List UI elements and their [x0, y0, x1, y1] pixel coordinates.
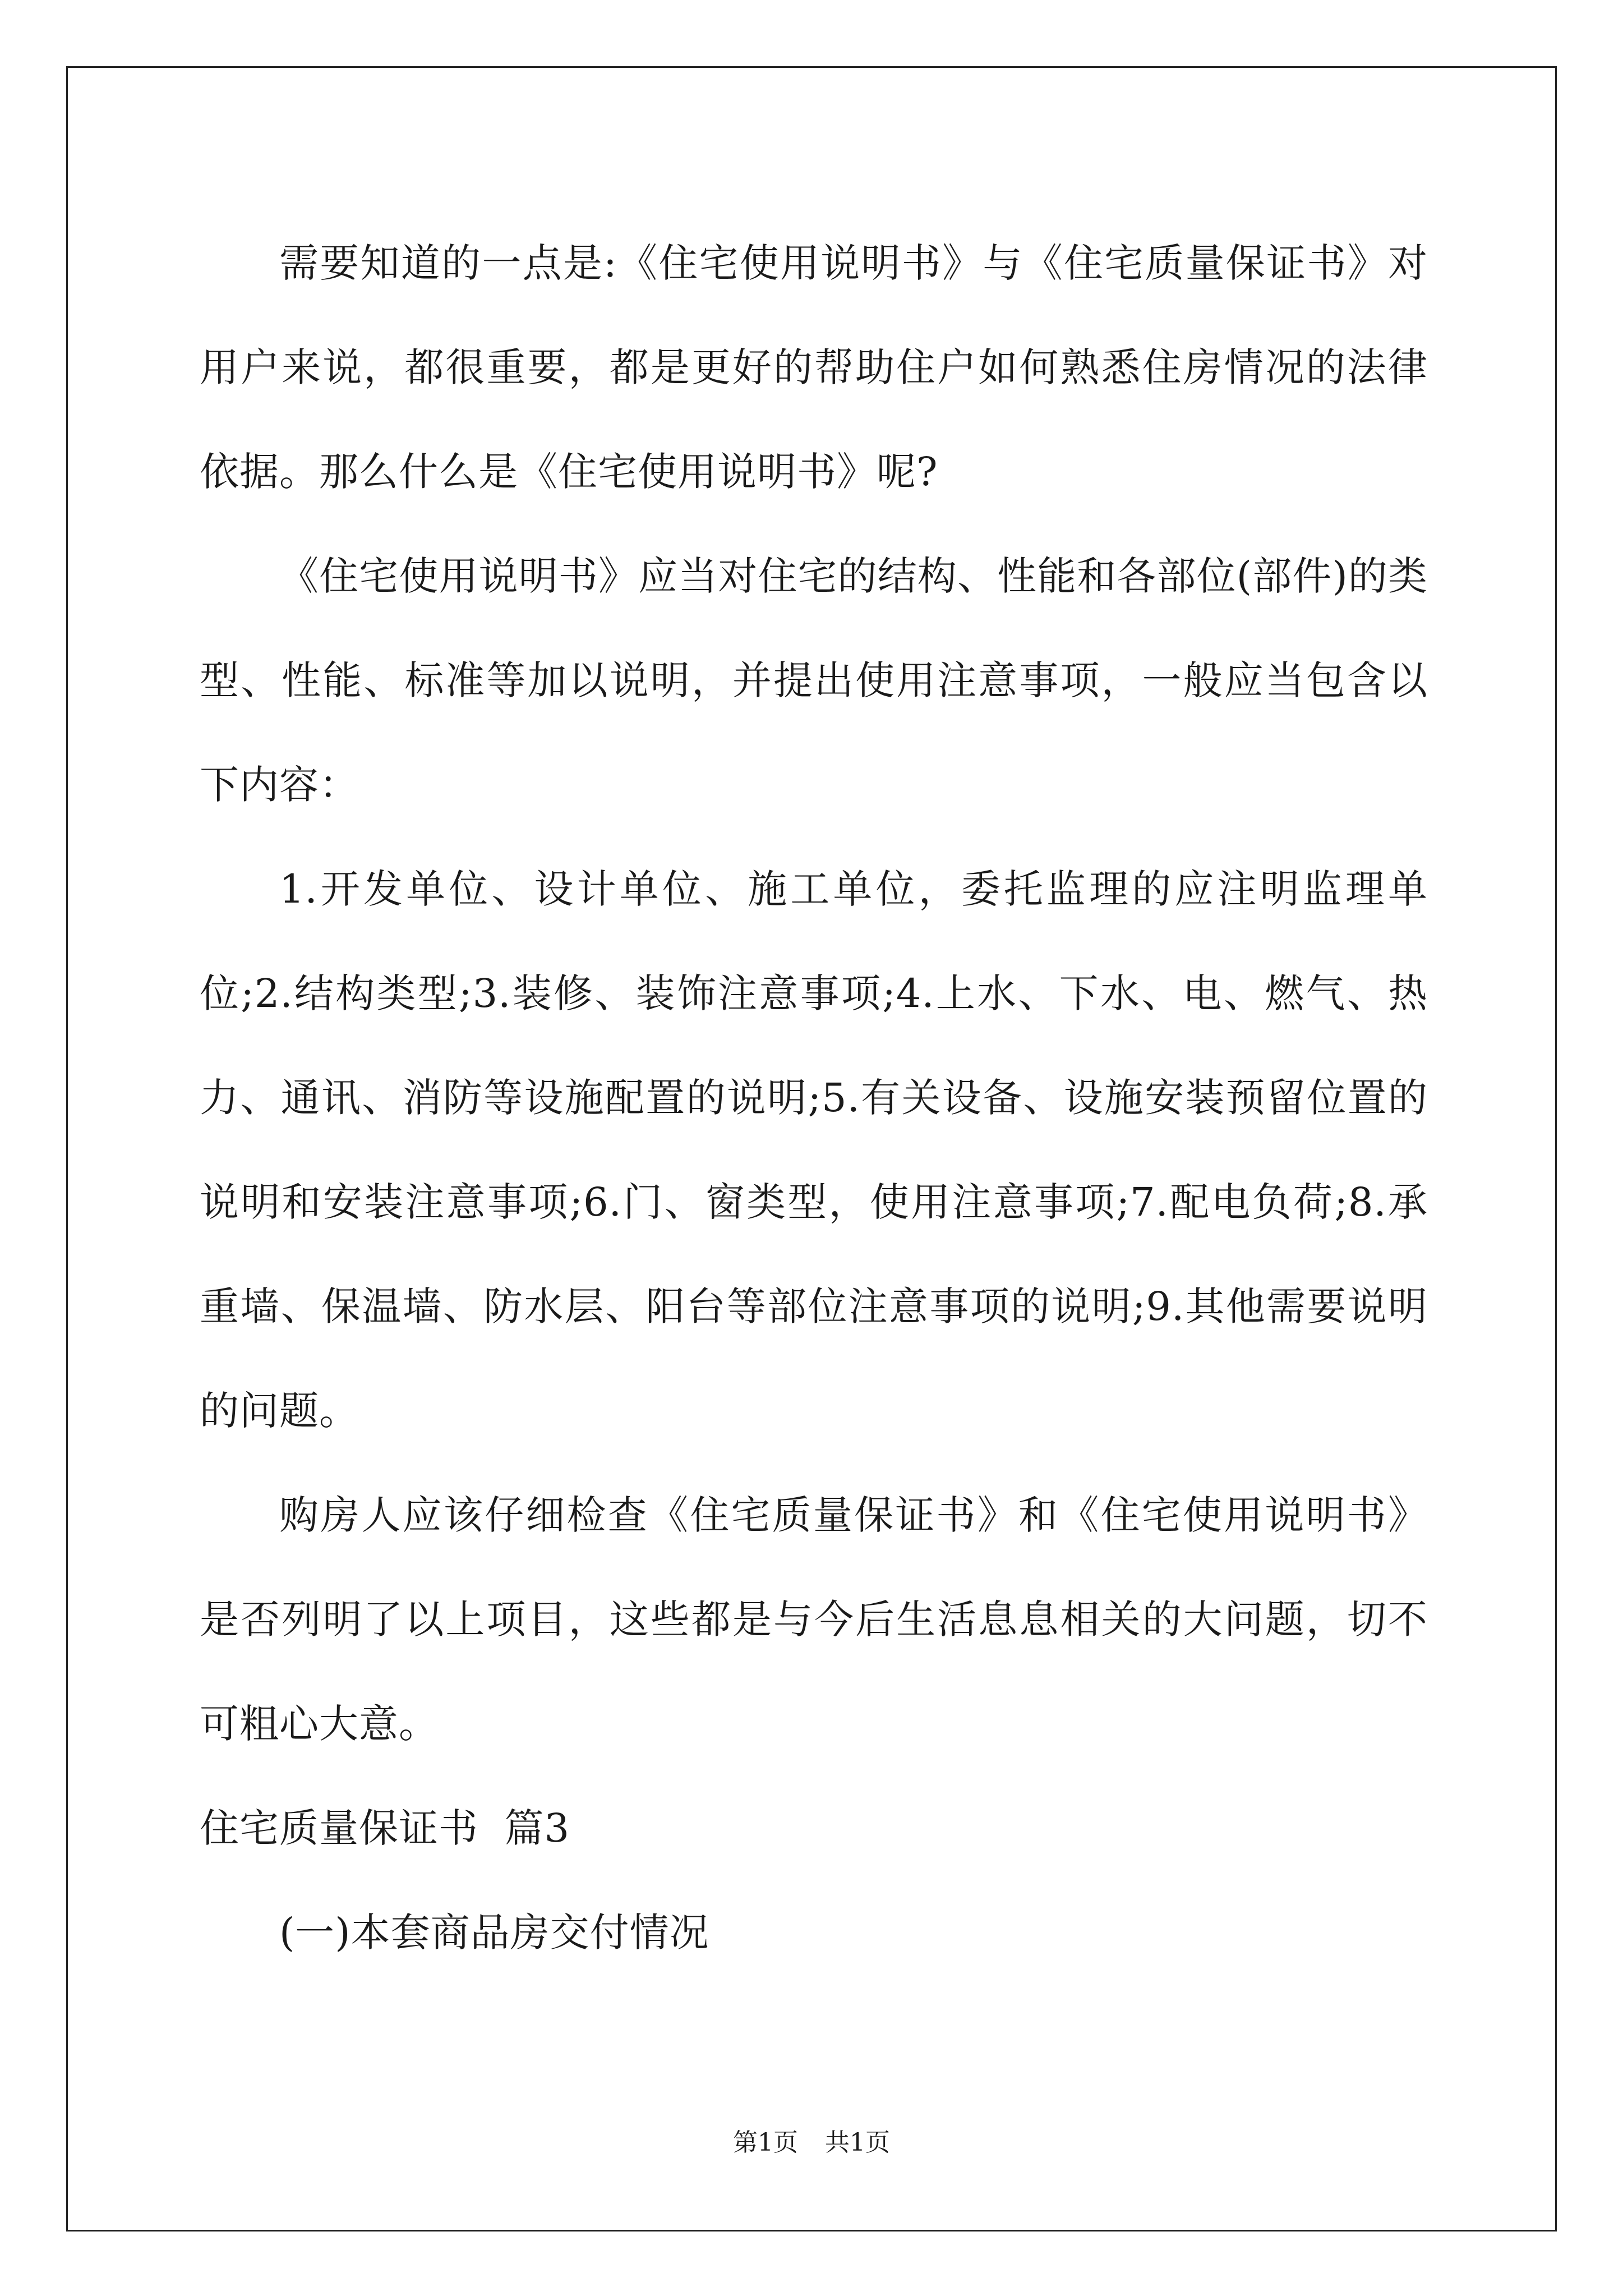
section-heading: 住宅质量保证书 篇3	[200, 1805, 570, 1851]
subsection-heading: (一)本套商品房交付情况	[279, 1910, 709, 1955]
paragraph-content-list: 1.开发单位、设计单位、施工单位，委托监理的应注明监理单位;2.结构类型;3.装修、装饰注意事项;4.上水、下水、电、燃气、热力、通讯、消防等设施配置的说明;5.有关设备、设施安装预留位置的说明和安装注意事项;6.门、窗类型，使用注意事项;7.配电负荷;8.承重墙、保温墙、防水层、阳台等部位注意事项的说明;9.其他需要说明的问题。	[200, 866, 1428, 1434]
page-number: 第1页	[733, 2128, 798, 2157]
page-total: 共1页	[825, 2128, 890, 2157]
paragraph-intro: 需要知道的一点是:《住宅使用说明书》与《住宅质量保证书》对用户来说，都很重要，都是更好的帮助住户如何熟悉住房情况的法律依据。那么什么是《住宅使用说明书》呢?	[200, 240, 1428, 495]
paragraph-manual-definition: 《住宅使用说明书》应当对住宅的结构、性能和各部位(部件)的类型、性能、标准等加以说明，并提出使用注意事项，一般应当包含以下内容：	[200, 553, 1428, 808]
page-footer	[0, 2126, 1623, 2160]
document-body	[200, 211, 1428, 1985]
paragraph-buyer-advice: 购房人应该仔细检查《住宅质量保证书》和《住宅使用说明书》是否列明了以上项目，这些都是与今后生活息息相关的大问题，切不可粗心大意。	[200, 1492, 1428, 1747]
